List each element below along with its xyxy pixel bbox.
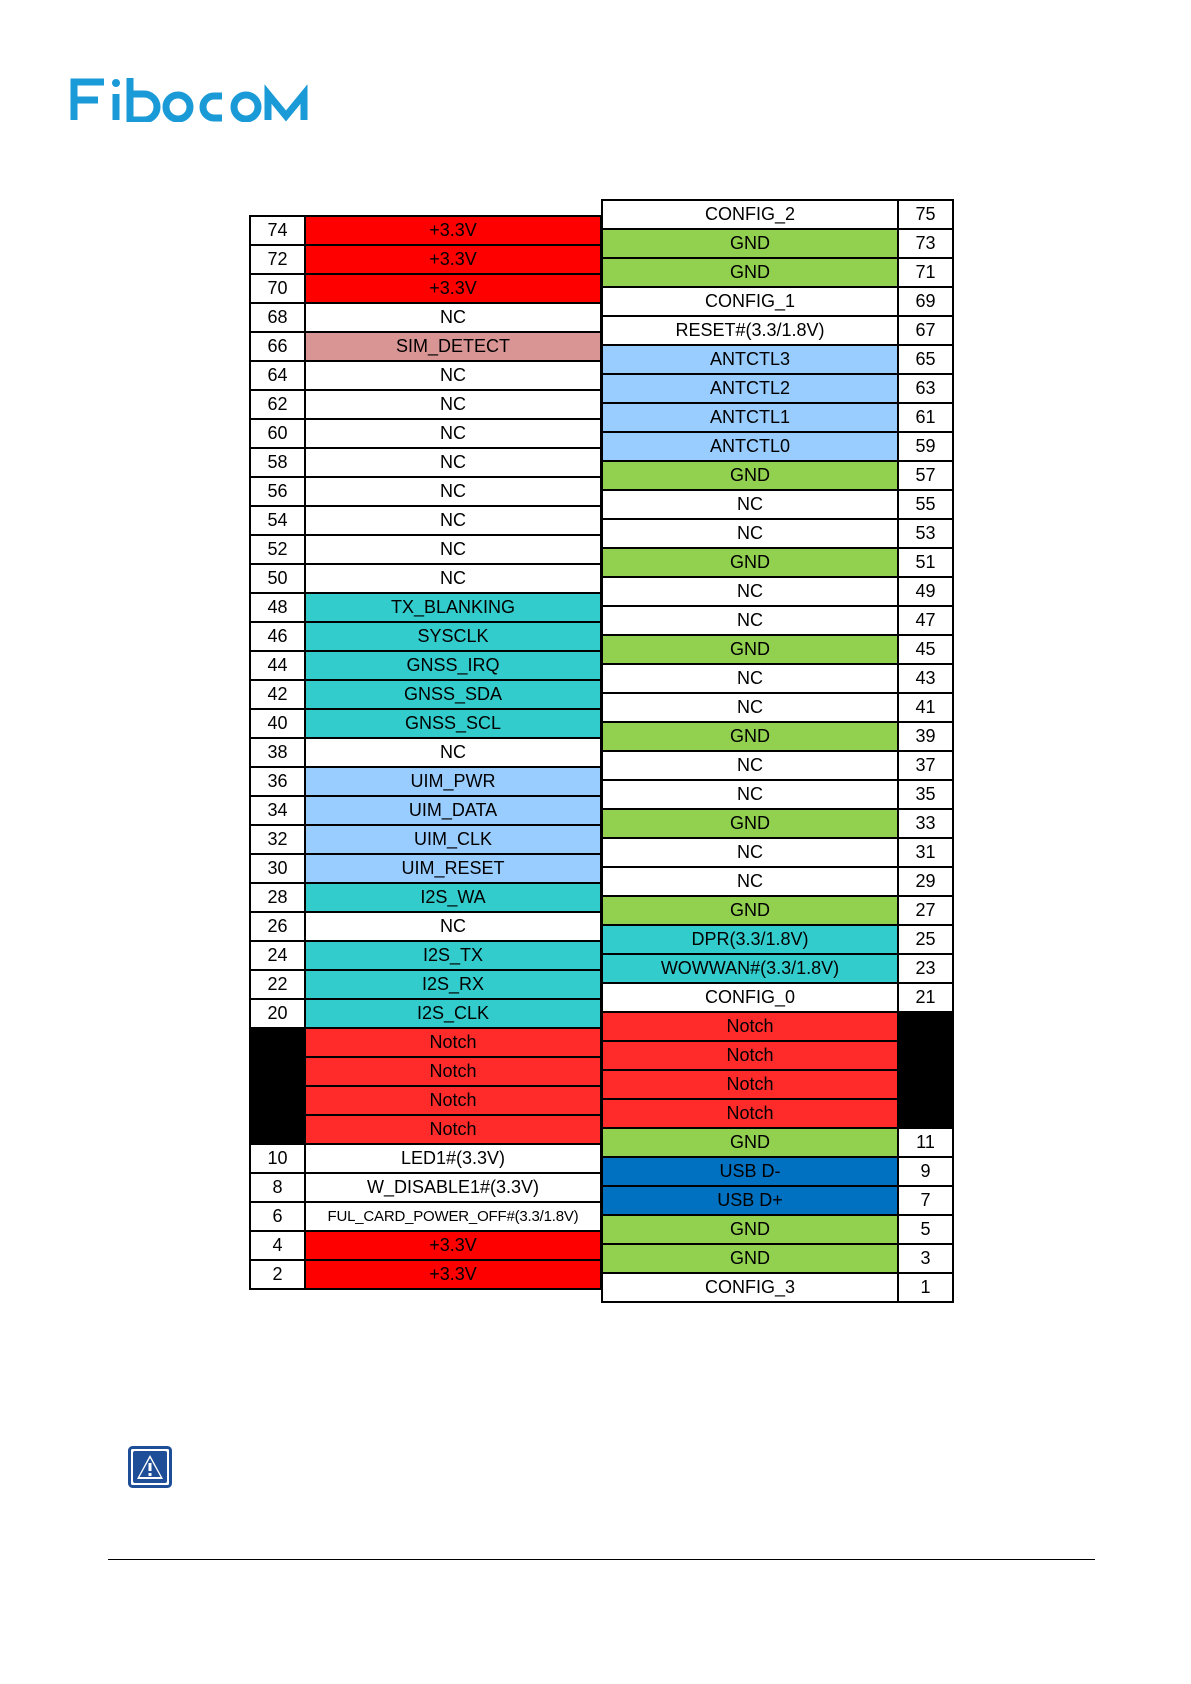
logo-dot bbox=[112, 79, 120, 87]
pin-number: 72 bbox=[250, 245, 305, 274]
pin-signal: +3.3V bbox=[305, 1231, 601, 1260]
pin-row bbox=[602, 809, 953, 838]
pin-row bbox=[602, 548, 953, 577]
pin-row bbox=[250, 535, 601, 564]
pin-row bbox=[250, 651, 601, 680]
pin-signal: UIM_PWR bbox=[305, 767, 601, 796]
pin-row bbox=[250, 216, 601, 245]
pin-number: 38 bbox=[250, 738, 305, 767]
pin-row bbox=[250, 361, 601, 390]
pin-signal: NC bbox=[305, 448, 601, 477]
pin-signal: DPR(3.3/1.8V) bbox=[602, 925, 898, 954]
pin-number bbox=[250, 1086, 305, 1115]
pin-row bbox=[250, 1028, 601, 1057]
pin-signal: W_DISABLE1#(3.3V) bbox=[305, 1173, 601, 1202]
pin-row bbox=[250, 825, 601, 854]
pin-number bbox=[250, 1028, 305, 1057]
pin-number bbox=[898, 1012, 953, 1041]
pin-row bbox=[250, 506, 601, 535]
pin-row bbox=[602, 693, 953, 722]
pin-number: 54 bbox=[250, 506, 305, 535]
pin-row bbox=[250, 593, 601, 622]
pin-number: 59 bbox=[898, 432, 953, 461]
pin-number: 45 bbox=[898, 635, 953, 664]
pin-number: 41 bbox=[898, 693, 953, 722]
pin-row bbox=[250, 680, 601, 709]
pin-row bbox=[602, 577, 953, 606]
pin-signal: RESET#(3.3/1.8V) bbox=[602, 316, 898, 345]
pin-number: 51 bbox=[898, 548, 953, 577]
pin-number: 21 bbox=[898, 983, 953, 1012]
pin-number: 75 bbox=[898, 200, 953, 229]
pin-signal: NC bbox=[305, 390, 601, 419]
pin-row bbox=[250, 912, 601, 941]
pin-row bbox=[250, 419, 601, 448]
pin-number: 25 bbox=[898, 925, 953, 954]
pin-signal: NC bbox=[602, 838, 898, 867]
pin-number: 1 bbox=[898, 1273, 953, 1302]
pin-signal: GNSS_SDA bbox=[305, 680, 601, 709]
pin-number: 62 bbox=[250, 390, 305, 419]
pin-number: 28 bbox=[250, 883, 305, 912]
pin-signal: USB D- bbox=[602, 1157, 898, 1186]
pin-number: 26 bbox=[250, 912, 305, 941]
pin-number: 47 bbox=[898, 606, 953, 635]
pinout-right-column bbox=[601, 199, 954, 1303]
pin-row bbox=[602, 1041, 953, 1070]
pin-row bbox=[250, 564, 601, 593]
pin-number: 36 bbox=[250, 767, 305, 796]
pin-number: 3 bbox=[898, 1244, 953, 1273]
pin-number bbox=[898, 1070, 953, 1099]
pin-number: 35 bbox=[898, 780, 953, 809]
pin-number: 73 bbox=[898, 229, 953, 258]
pin-number bbox=[898, 1041, 953, 1070]
pin-signal: I2S_TX bbox=[305, 941, 601, 970]
pin-number: 34 bbox=[250, 796, 305, 825]
pin-number bbox=[898, 1099, 953, 1128]
pin-signal: NC bbox=[305, 419, 601, 448]
pin-row bbox=[250, 1057, 601, 1086]
pin-signal: +3.3V bbox=[305, 1260, 601, 1289]
pin-row bbox=[250, 1202, 601, 1231]
pin-number: 22 bbox=[250, 970, 305, 999]
pin-number: 11 bbox=[898, 1128, 953, 1157]
pin-number: 20 bbox=[250, 999, 305, 1028]
pin-signal: GND bbox=[602, 896, 898, 925]
pin-number: 8 bbox=[250, 1173, 305, 1202]
pin-row bbox=[602, 1244, 953, 1273]
pin-signal: I2S_CLK bbox=[305, 999, 601, 1028]
footer-divider bbox=[108, 1559, 1095, 1560]
pin-signal: UIM_CLK bbox=[305, 825, 601, 854]
pin-signal: USB D+ bbox=[602, 1186, 898, 1215]
pin-number: 9 bbox=[898, 1157, 953, 1186]
pin-row bbox=[602, 1099, 953, 1128]
pin-row bbox=[602, 751, 953, 780]
pin-row bbox=[602, 200, 953, 229]
pin-number: 23 bbox=[898, 954, 953, 983]
pin-signal: SYSCLK bbox=[305, 622, 601, 651]
pin-row bbox=[602, 490, 953, 519]
pin-row bbox=[602, 925, 953, 954]
pin-row bbox=[250, 999, 601, 1028]
pin-row bbox=[602, 1012, 953, 1041]
pin-signal: WOWWAN#(3.3/1.8V) bbox=[602, 954, 898, 983]
pin-row bbox=[602, 1128, 953, 1157]
pin-number: 5 bbox=[898, 1215, 953, 1244]
pin-number: 58 bbox=[250, 448, 305, 477]
pin-signal: GND bbox=[602, 722, 898, 751]
pin-number: 33 bbox=[898, 809, 953, 838]
pin-row bbox=[602, 461, 953, 490]
pin-signal: I2S_WA bbox=[305, 883, 601, 912]
pin-row bbox=[250, 796, 601, 825]
pin-signal: ANTCTL3 bbox=[602, 345, 898, 374]
pin-number: 39 bbox=[898, 722, 953, 751]
pin-number: 42 bbox=[250, 680, 305, 709]
pin-row bbox=[602, 1186, 953, 1215]
pin-signal: NC bbox=[602, 867, 898, 896]
pin-signal: ANTCTL2 bbox=[602, 374, 898, 403]
pin-row bbox=[602, 838, 953, 867]
pin-row bbox=[602, 345, 953, 374]
pin-row bbox=[602, 403, 953, 432]
pin-signal: GND bbox=[602, 229, 898, 258]
pin-signal: GNSS_IRQ bbox=[305, 651, 601, 680]
pin-row bbox=[250, 1144, 601, 1173]
pin-row bbox=[250, 1260, 601, 1289]
pin-row bbox=[602, 1157, 953, 1186]
pin-signal: UIM_DATA bbox=[305, 796, 601, 825]
pin-row bbox=[250, 767, 601, 796]
pin-signal: GND bbox=[602, 1244, 898, 1273]
pin-row bbox=[250, 245, 601, 274]
pin-row bbox=[602, 983, 953, 1012]
pin-row bbox=[250, 738, 601, 767]
fibocom-logo bbox=[70, 76, 340, 122]
pin-signal: Notch bbox=[305, 1115, 601, 1144]
pin-number: 52 bbox=[250, 535, 305, 564]
pin-row bbox=[250, 303, 601, 332]
pin-signal: GNSS_SCL bbox=[305, 709, 601, 738]
pin-number: 46 bbox=[250, 622, 305, 651]
pin-number: 71 bbox=[898, 258, 953, 287]
pin-number: 63 bbox=[898, 374, 953, 403]
pin-row bbox=[250, 1231, 601, 1260]
pin-row bbox=[250, 622, 601, 651]
pin-row bbox=[250, 477, 601, 506]
pin-row bbox=[602, 722, 953, 751]
pin-row bbox=[602, 229, 953, 258]
pin-signal: Notch bbox=[602, 1012, 898, 1041]
pin-row bbox=[250, 941, 601, 970]
pin-signal: Notch bbox=[602, 1070, 898, 1099]
pin-number: 64 bbox=[250, 361, 305, 390]
pin-signal: +3.3V bbox=[305, 245, 601, 274]
pin-number: 32 bbox=[250, 825, 305, 854]
pin-number: 40 bbox=[250, 709, 305, 738]
pin-row bbox=[602, 780, 953, 809]
pin-signal: NC bbox=[602, 780, 898, 809]
pin-number: 27 bbox=[898, 896, 953, 925]
pin-row bbox=[250, 390, 601, 419]
pin-number: 74 bbox=[250, 216, 305, 245]
pin-row bbox=[602, 374, 953, 403]
pin-signal: CONFIG_2 bbox=[602, 200, 898, 229]
pin-row bbox=[602, 316, 953, 345]
pin-signal: Notch bbox=[602, 1099, 898, 1128]
pin-number: 53 bbox=[898, 519, 953, 548]
pin-signal: NC bbox=[305, 564, 601, 593]
pin-row bbox=[250, 854, 601, 883]
pin-row bbox=[250, 274, 601, 303]
pin-number: 55 bbox=[898, 490, 953, 519]
pin-row bbox=[250, 1115, 601, 1144]
pin-signal: NC bbox=[602, 693, 898, 722]
pin-signal: NC bbox=[602, 606, 898, 635]
pin-row bbox=[602, 432, 953, 461]
pin-number: 66 bbox=[250, 332, 305, 361]
pin-number: 50 bbox=[250, 564, 305, 593]
pin-number: 67 bbox=[898, 316, 953, 345]
pin-signal: ANTCTL1 bbox=[602, 403, 898, 432]
pin-signal: NC bbox=[602, 490, 898, 519]
pin-row bbox=[602, 664, 953, 693]
pin-signal: CONFIG_3 bbox=[602, 1273, 898, 1302]
pin-number: 65 bbox=[898, 345, 953, 374]
pin-row bbox=[602, 896, 953, 925]
pin-signal: UIM_RESET bbox=[305, 854, 601, 883]
pin-row bbox=[602, 1215, 953, 1244]
pin-signal: NC bbox=[305, 738, 601, 767]
pin-signal: I2S_RX bbox=[305, 970, 601, 999]
pin-signal: CONFIG_1 bbox=[602, 287, 898, 316]
pin-row bbox=[602, 954, 953, 983]
pin-number: 69 bbox=[898, 287, 953, 316]
pin-signal: Notch bbox=[305, 1057, 601, 1086]
pin-signal: NC bbox=[305, 361, 601, 390]
pin-signal: NC bbox=[602, 519, 898, 548]
pin-signal: GND bbox=[602, 258, 898, 287]
pin-number: 49 bbox=[898, 577, 953, 606]
pin-signal: ANTCTL0 bbox=[602, 432, 898, 461]
pin-signal: Notch bbox=[602, 1041, 898, 1070]
pin-signal: GND bbox=[602, 548, 898, 577]
pin-row bbox=[602, 1273, 953, 1302]
pin-signal: CONFIG_0 bbox=[602, 983, 898, 1012]
pin-number: 31 bbox=[898, 838, 953, 867]
pin-signal: NC bbox=[602, 664, 898, 693]
pin-signal: FUL_CARD_POWER_OFF#(3.3/1.8V) bbox=[305, 1202, 601, 1231]
pin-row bbox=[602, 1070, 953, 1099]
pin-signal: NC bbox=[305, 535, 601, 564]
pin-number: 24 bbox=[250, 941, 305, 970]
pin-number: 6 bbox=[250, 1202, 305, 1231]
pin-row bbox=[602, 606, 953, 635]
pin-row bbox=[250, 1173, 601, 1202]
pin-signal: NC bbox=[305, 303, 601, 332]
pin-signal: NC bbox=[602, 577, 898, 606]
pin-signal: GND bbox=[602, 461, 898, 490]
pin-number: 2 bbox=[250, 1260, 305, 1289]
pin-row bbox=[250, 332, 601, 361]
pin-number: 61 bbox=[898, 403, 953, 432]
pin-number: 37 bbox=[898, 751, 953, 780]
pin-number: 29 bbox=[898, 867, 953, 896]
pinout-left-column bbox=[249, 215, 602, 1290]
pin-signal: +3.3V bbox=[305, 216, 601, 245]
pin-row bbox=[250, 709, 601, 738]
pin-row bbox=[602, 519, 953, 548]
pin-number: 68 bbox=[250, 303, 305, 332]
pin-signal: NC bbox=[305, 477, 601, 506]
pin-row bbox=[250, 1086, 601, 1115]
pin-row bbox=[602, 867, 953, 896]
pin-signal: Notch bbox=[305, 1028, 601, 1057]
pin-row bbox=[602, 258, 953, 287]
pin-signal: LED1#(3.3V) bbox=[305, 1144, 601, 1173]
pin-signal: GND bbox=[602, 809, 898, 838]
pin-signal: GND bbox=[602, 1215, 898, 1244]
pin-number: 4 bbox=[250, 1231, 305, 1260]
pin-signal: GND bbox=[602, 635, 898, 664]
pin-row bbox=[250, 883, 601, 912]
pin-number: 44 bbox=[250, 651, 305, 680]
pin-number: 48 bbox=[250, 593, 305, 622]
pin-signal: SIM_DETECT bbox=[305, 332, 601, 361]
pin-number: 7 bbox=[898, 1186, 953, 1215]
pin-row bbox=[602, 287, 953, 316]
pin-signal: GND bbox=[602, 1128, 898, 1157]
pin-number: 43 bbox=[898, 664, 953, 693]
pin-signal: +3.3V bbox=[305, 274, 601, 303]
pin-signal: NC bbox=[305, 506, 601, 535]
pin-signal: NC bbox=[602, 751, 898, 780]
pin-number: 70 bbox=[250, 274, 305, 303]
pin-row bbox=[602, 635, 953, 664]
pin-signal: TX_BLANKING bbox=[305, 593, 601, 622]
pin-signal: NC bbox=[305, 912, 601, 941]
pin-signal: Notch bbox=[305, 1086, 601, 1115]
pin-number: 57 bbox=[898, 461, 953, 490]
pin-row bbox=[250, 970, 601, 999]
pin-row bbox=[250, 448, 601, 477]
pin-number bbox=[250, 1057, 305, 1086]
pin-number: 30 bbox=[250, 854, 305, 883]
warning-icon bbox=[128, 1446, 172, 1488]
pin-number: 10 bbox=[250, 1144, 305, 1173]
pin-number: 56 bbox=[250, 477, 305, 506]
pin-number bbox=[250, 1115, 305, 1144]
pin-number: 60 bbox=[250, 419, 305, 448]
